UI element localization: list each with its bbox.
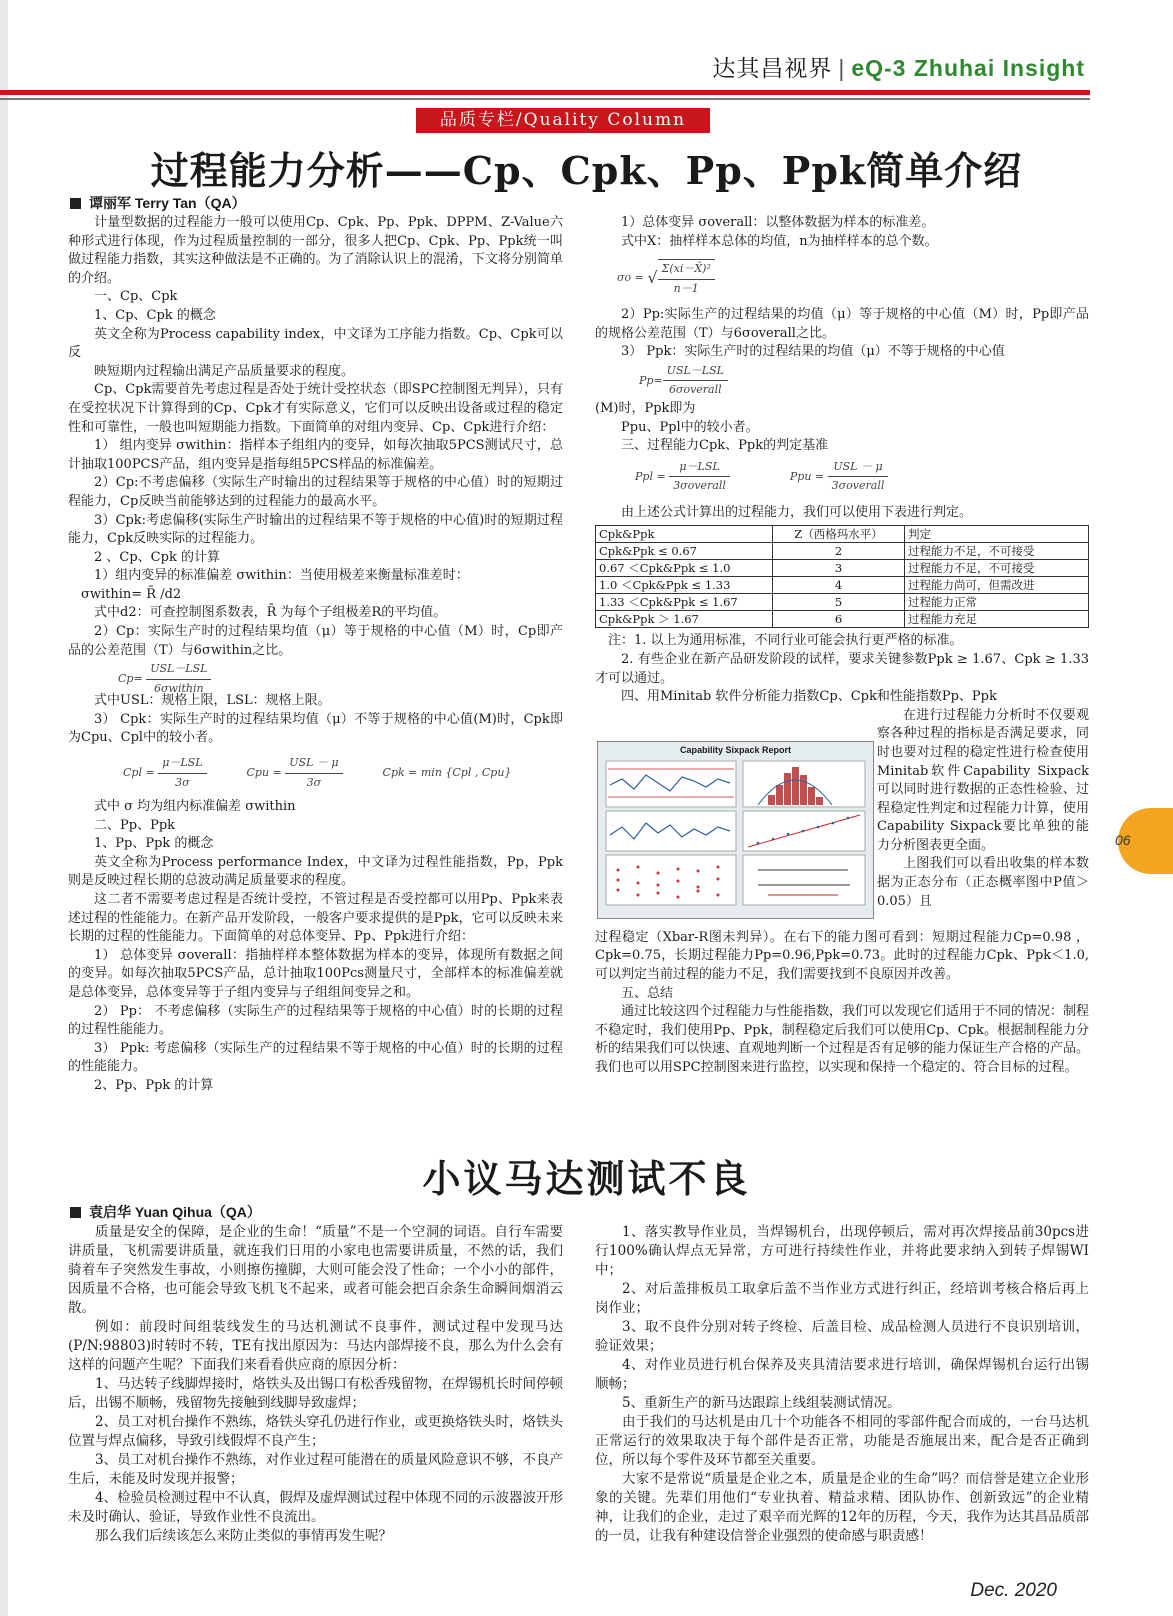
article1-left-column	[68, 214, 563, 1096]
paragraph: 式中USL：规格上限，LSL：规格上限。	[94, 693, 331, 709]
table-cell: Cpk&Ppk ≤ 0.67	[596, 543, 773, 560]
paragraph: 3）Cpk:考虑偏移(实际生产时输出的过程结果不等于规格的中心值)时的短期过程能力，Cpk反映实际的过程能力。	[68, 512, 563, 547]
paragraph: 映短期内过程输出满足产品质量要求的程度。	[94, 363, 355, 379]
table-row	[596, 594, 1089, 611]
table-cell: 2	[773, 543, 905, 560]
paragraph: 2）Cp：实际生产时的过程结果均值（μ）等于规格的中心值（M）时，Cp即产品的公差范围（T）与6σwithin之比。	[68, 624, 563, 658]
paragraph: 3） Cpk：实际生产时的过程结果均值（μ）不等于规格的中心值(M)时，Cpk即为Cpu、Cpl中的较小者。	[68, 711, 563, 746]
paragraph: 英文全称为Process capability index，中文译为工序能力指数。Cp、Cpk可以反	[68, 326, 563, 361]
cpk-formulas	[68, 748, 563, 798]
paragraph: 计量型数据的过程能力一般可以使用Cp、Cpk、Pp、Ppk、DPPM、Z-Value六种形式进行体现，作为过程质量控制的一部分，很多人把Cp、Cpk、Pp、Ppk统一叫做过程能力指数，其实这种做法是不正确的。为了消除认识上的混淆，下文将分别简单的介绍。	[68, 215, 563, 286]
table-row	[596, 543, 1089, 560]
pp-denominator: 6σoverall	[668, 383, 722, 397]
paragraph: 2）Pp:实际生产的过程结果的均值（μ）等于规格的中心值（M）时，Pp即产品的规格公差范围（T）与6σoverall之比。	[595, 307, 1089, 341]
column-tag: 品质专栏/Quality Column	[416, 108, 710, 133]
note: 2. 有些企业在新产品研发阶段的试样，要求关键参数Ppk ≥ 1.67、Cpk ≥ 1.33才可以通过。	[595, 651, 1089, 686]
ppu-lhs: Ppu =	[789, 469, 825, 483]
article1-right-column	[595, 214, 1089, 1077]
table-cell: 过程能力尚可，但需改进	[905, 577, 1089, 594]
paragraph: 1）组内变异的标准偏差 σwithin：当使用极差来衡量标准差时：	[94, 568, 469, 584]
judgement-table	[595, 525, 1089, 628]
brand-separator: |	[838, 55, 846, 81]
page-edge	[0, 0, 8, 1616]
table-header-cell: Z（西格玛水平）	[773, 526, 905, 543]
ppl-denominator: 3σoverall	[673, 479, 726, 493]
author-square-icon	[70, 1207, 81, 1218]
capability-plot-panel	[743, 855, 865, 905]
article1-author	[70, 193, 246, 213]
paragraph: 上图我们可以看出收集的样本数据为正态分布（正态概率图中P值＞0.05）且	[877, 856, 1089, 909]
list-item: 4、检验员检测过程中不认真，假焊及虚焊测试过程中体现不同的示波器波开形未及时确认、验证，导致作业性不良流出。	[68, 1490, 563, 1525]
header-rule-red	[0, 90, 1090, 95]
paragraph: 这二者不需要考虑过程是否统计受控，不管过程是否受控都可以用Pp、Ppk来表述过程的性能能力。在新产品开发阶段，一般客户要求提供的是Ppk，它可以反映未来长期的过程的性能能力。下面简单的对总体变异、Pp、Ppk进行介绍：	[68, 892, 563, 945]
sixpack-title: Capability Sixpack Report	[679, 745, 792, 755]
table-cell: 6	[773, 611, 905, 628]
sigma-fraction	[658, 259, 715, 298]
list-item: 5、重新生产的新马达跟踪上线组装测试情况。	[622, 1395, 901, 1411]
table-header-cell: Cpk&Ppk	[596, 526, 773, 543]
ppl-fraction	[669, 458, 730, 496]
header-brand	[712, 50, 1085, 83]
paragraph: 式中 σ 均为组内标准偏差 σwithin	[94, 799, 296, 815]
cp-denominator: 6σwithin	[154, 681, 204, 695]
paragraph: 2） Pp： 不考虑偏移（实际生产的过程结果等于规格的中心值）时的长期的过程的过程性能能力。	[68, 1003, 563, 1038]
sub-heading: 1、Cp、Cpk 的概念	[94, 307, 216, 323]
table-cell: 4	[773, 577, 905, 594]
cpu-lhs: Cpu =	[246, 766, 282, 780]
ppl-lhs: Ppl =	[635, 469, 666, 483]
capability-sixpack-figure	[597, 741, 874, 919]
paragraph: 由于我们的马达机是由几十个功能各不相同的零部件配合而成的，一台马达机正常运行的效果取决于每个部件是否正常，功能是否施展出来，配合是否正确到位，所以每个零件及环节都至关重要。	[595, 1414, 1089, 1468]
article2-left-column	[68, 1223, 563, 1546]
paragraph: Ppu、Ppl中的较小者。	[621, 419, 759, 435]
list-item: 2、员工对机台操作不熟练，烙铁头穿孔仍进行作业，或更换烙铁头时，烙铁头位置与焊点偏移，导致引线假焊不良产生；	[68, 1414, 563, 1449]
paragraph: 3） Ppk: 考虑偏移（实际生产的过程结果不等于规格的中心值）时的长期的过程的性能能力。	[68, 1040, 563, 1075]
paragraph: 在进行过程能力分析时不仅要观察各种过程的指标是否满足要求，同时也要对过程的稳定性进行检查使用Minitab软件Capability Sixpack可以同时进行数据的正态性检验、过程稳定性判定和过程能力计算，使用Capability Sixpack要比单独的能力分析图表更全面。	[877, 707, 1089, 853]
article2-title: 小议马达测试不良	[422, 1156, 751, 1201]
table-header-cell: 判定	[905, 526, 1089, 543]
sub-heading: 2、Pp、Ppk 的计算	[94, 1077, 214, 1093]
issue-date: Dec. 2020	[970, 1580, 1057, 1601]
cp-numerator: USL－LSL	[146, 660, 211, 680]
sigma-lhs: σo =	[617, 271, 644, 285]
paragraph: 质量是安全的保障，是企业的生命！“质量”不是一个空洞的词语。自行车需要讲质量，飞机需要讲质量，就连我们日用的小家电也需要讲质量，不然的话，我们骑着车子突然发生事故，小则擦伤撞脚，大则可能会没了性命；一个小小的部件，因质量不合格，也可能会导致飞机飞不起来，或者可能会把百余条生命瞬间烟消云散。	[68, 1224, 563, 1316]
paragraph: 式中d2：可查控制图系数表，R̄ 为每个子组极差R的平均值。	[94, 605, 447, 621]
ppk-formulas	[595, 456, 1089, 498]
paragraph: (M)时，Ppk即为	[595, 400, 696, 416]
ppu-numerator: USL － μ	[828, 458, 889, 478]
table-cell: 1.0 ＜Cpk&Ppk ≤ 1.33	[596, 577, 773, 594]
table-cell: 1.33 ＜Cpk&Ppk ≤ 1.67	[596, 594, 773, 611]
table-cell: 过程能力正常	[905, 594, 1089, 611]
paragraph: 那么我们后续该怎么来防止类似的事情再发生呢？	[95, 1528, 392, 1544]
sqrt-icon: √	[647, 268, 658, 288]
list-item: 1、落实教导作业员，当焊锡机台，出现停顿后，需对再次焊接品前30pcs进行100%确认焊点无异常，方可进行持续性作业，并将此要求纳入到转子焊锡WI中；	[595, 1224, 1089, 1278]
pp-formula	[595, 362, 1089, 400]
pp-fraction	[663, 362, 728, 400]
paragraph: 1） 组内变异 σwithin：指样本子组组内的变异，如每次抽取5PCS测试尺寸，总计抽取100PCS产品，组内变异是指每组5PCS样品的标准偏差。	[68, 438, 563, 472]
cp-formula	[68, 660, 563, 695]
table-cell: 5	[773, 594, 905, 611]
cpu-formula	[247, 754, 343, 792]
table-cell: 过程能力不足，不可接受	[905, 560, 1089, 577]
table-row	[596, 577, 1089, 594]
xbar-panel	[606, 761, 736, 807]
cpu-denominator: 3σ	[306, 775, 322, 789]
ppu-denominator: 3σoverall	[831, 479, 885, 493]
author-square-icon	[70, 198, 81, 209]
cp-formula-lhs: Cp=	[118, 672, 143, 686]
table-row	[596, 560, 1089, 577]
paragraph: 例如：前段时间组装线发生的马达机测试不良事件，测试过程中发现马达(P/N:98803)时转时不转，TE有找出原因为：马达内部焊接不良，那么为什么会有这样的问题产生呢？下面我们来看看供应商的原因分析：	[68, 1319, 563, 1373]
section-heading: 四、用Minitab 软件分析能力指数Cp、Cpk和性能指数Pp、Ppk	[621, 689, 997, 705]
sigma-denominator: n－1	[673, 281, 699, 295]
paragraph: 3） Ppk：实际生产时的过程结果的均值（μ）不等于规格的中心值	[621, 344, 1005, 360]
ppl-numerator: μ－LSL	[669, 458, 730, 478]
cpu-fraction	[285, 754, 342, 792]
paragraph: 过程稳定（Xbar-R图未判异）。在右下的能力图可看到：短期过程能力Cp=0.98 ，Cpk=0.75，长期过程能力Pp=0.96,Ppk=0.73。此时的过程能力Cpk、Ppk＜1.0, 可以判定当前过程的能力不足，我们需要找到不良原因并改善。	[595, 929, 1089, 982]
list-item: 1、马达转子线脚焊接时，烙铁头及出锡口有松香残留物，在焊锡机长时间停顿后，出锡不顺畅，残留物先接触到线脚导致虚焊；	[68, 1376, 563, 1411]
sub-heading: 1、Pp、Ppk 的概念	[94, 836, 214, 852]
paragraph: 大家不是常说“质量是企业之本，质量是企业的生命”吗？而信誉是建立企业形象的关键。先辈们用他们“专业执着、精益求精、团队协作、创新致远”的企业精神，让我们的企业，走过了艰辛而光辉的12年的历程，今天，我作为达其昌品质部的一员，让我有种建设信誉企业强烈的使命感与职责感！	[595, 1471, 1089, 1544]
table-cell: 过程能力充足	[905, 611, 1089, 628]
sixpack-graphics	[598, 755, 873, 915]
ppu-formula	[790, 458, 888, 496]
cpu-numerator: USL － μ	[285, 754, 342, 774]
section-heading: 一、Cp、Cpk	[94, 289, 178, 305]
paragraph: 式中X：抽样样本总体的均值，n为抽样样本的总个数。	[621, 233, 938, 249]
page-number: 06	[1115, 832, 1131, 848]
table-row	[596, 611, 1089, 628]
list-item: 3、取不良件分别对转子终检、后盖目检、成品检测人员进行不良识别培训，验证效果；	[595, 1319, 1089, 1354]
paragraph: 由上述公式计算出的过程能力，我们可以使用下表进行判定。	[621, 504, 973, 520]
last-subgroups-panel	[606, 855, 736, 905]
section-heading: 五、总结	[621, 985, 674, 1001]
paragraph: 1） 总体变异 σoverall：指抽样样本整体数据为样本的变异，体现所有数据之间的变异。如每次抽取5PCS产品，总计抽取100Pcs测量尺寸，全部样本的标准偏差就是总体变异，总体变异等于子组内变异与子组组间变异之和。	[68, 947, 563, 1000]
header-rule-gray	[0, 98, 1090, 100]
paragraph: Cp、Cpk需要首先考虑过程是否处于统计受控状态（即SPC控制图无判异），只有在受控状况下计算得到的Cp、Cpk才有实际意义，它们可以反映出设备或过程的稳定性和可靠性，一般也叫短期能力指数。下面简单的对组内变异、Cp、Cpk进行介绍：	[68, 382, 563, 435]
brand-en: eQ-3 Zhuhai Insight	[851, 55, 1085, 81]
sigma-numerator: Σ(xi－X̄)²	[658, 260, 715, 280]
pp-lhs: Pp=	[639, 373, 663, 387]
table-cell: 0.67 ＜Cpk&Ppk ≤ 1.0	[596, 560, 773, 577]
pp-numerator: USL－LSL	[663, 362, 728, 382]
note: 注：1. 以上为通用标准，不同行业可能会执行更严格的标准。	[608, 633, 963, 649]
table-cell: Cpk&Ppk ＞ 1.67	[596, 611, 773, 628]
paragraph: 1）总体变异 σoverall：以整体数据为样本的标准差。	[621, 215, 935, 230]
cpl-numerator: μ－LSL	[158, 754, 206, 774]
cpl-formula	[123, 754, 207, 792]
cpl-fraction	[158, 754, 206, 792]
article1-title: 过程能力分析——Cp、Cpk、Pp、Ppk简单介绍	[150, 148, 1023, 193]
article2-right-column	[595, 1223, 1089, 1546]
table-header-row	[596, 526, 1089, 543]
formula-line: σwithin= R̄ /d2	[81, 586, 182, 602]
brand-cn: 达其昌视界	[712, 56, 833, 82]
list-item: 3、员工对机台操作不熟练，对作业过程可能潜在的质量风险意识不够，不良产生后，未能及时发现并报警；	[68, 1452, 563, 1487]
ppl-formula	[635, 458, 730, 496]
section-heading: 三、过程能力Cpk、Ppk的判定基准	[621, 438, 829, 454]
cpk-min-formula: Cpk = min {Cpl , Cpu}	[382, 765, 512, 779]
cpl-lhs: Cpl =	[123, 766, 155, 780]
paragraph: 2）Cp:不考虑偏移（实际生产时输出的过程结果等于规格的中心值）时的短期过程能力，Cp反映当前能够达到的过程能力的最高水平。	[68, 475, 563, 509]
table-cell: 过程能力不足，不可接受	[905, 543, 1089, 560]
table-cell: 3	[773, 560, 905, 577]
paragraph: 英文全称为Process performance Index，中文译为过程性能指数，Pp，Ppk则是反映过程长期的总波动满足质量要求的程度。	[68, 854, 563, 889]
ppu-fraction	[828, 458, 889, 496]
article1-author-name: 谭丽军 Terry Tan（QA）	[89, 195, 246, 211]
sigma-overall-formula	[595, 251, 1089, 306]
sub-heading: 2 、Cp、Cpk 的计算	[94, 549, 220, 565]
paragraph: 通过比较这四个过程能力与性能指数，我们可以发现它们适用于不同的情况：制程不稳定时，我们使用Pp、Ppk，制程稳定后我们可以使用Cp、Cpk。根据制程能力分析的结果我们可以快速、直观地判断一个过程是否有足够的能力保证生产合格的产品。我们也可以用SPC控制图来进行监控，以实现和保持一个稳定的、符合目标的过程。	[595, 1004, 1090, 1075]
article2-author	[70, 1202, 261, 1222]
cpl-denominator: 3σ	[175, 775, 190, 789]
section-heading: 二、Pp、Ppk	[94, 817, 176, 833]
article2-author-name: 袁启华 Yuan Qihua（QA）	[89, 1204, 261, 1220]
list-item: 2、对后盖排板员工取拿后盖不当作业方式进行纠正，经培训考核合格后再上岗作业；	[595, 1281, 1089, 1316]
list-item: 4、对作业员进行机台保养及夹具清洁要求进行培训，确保焊锡机台运行出锡顺畅；	[595, 1357, 1089, 1392]
